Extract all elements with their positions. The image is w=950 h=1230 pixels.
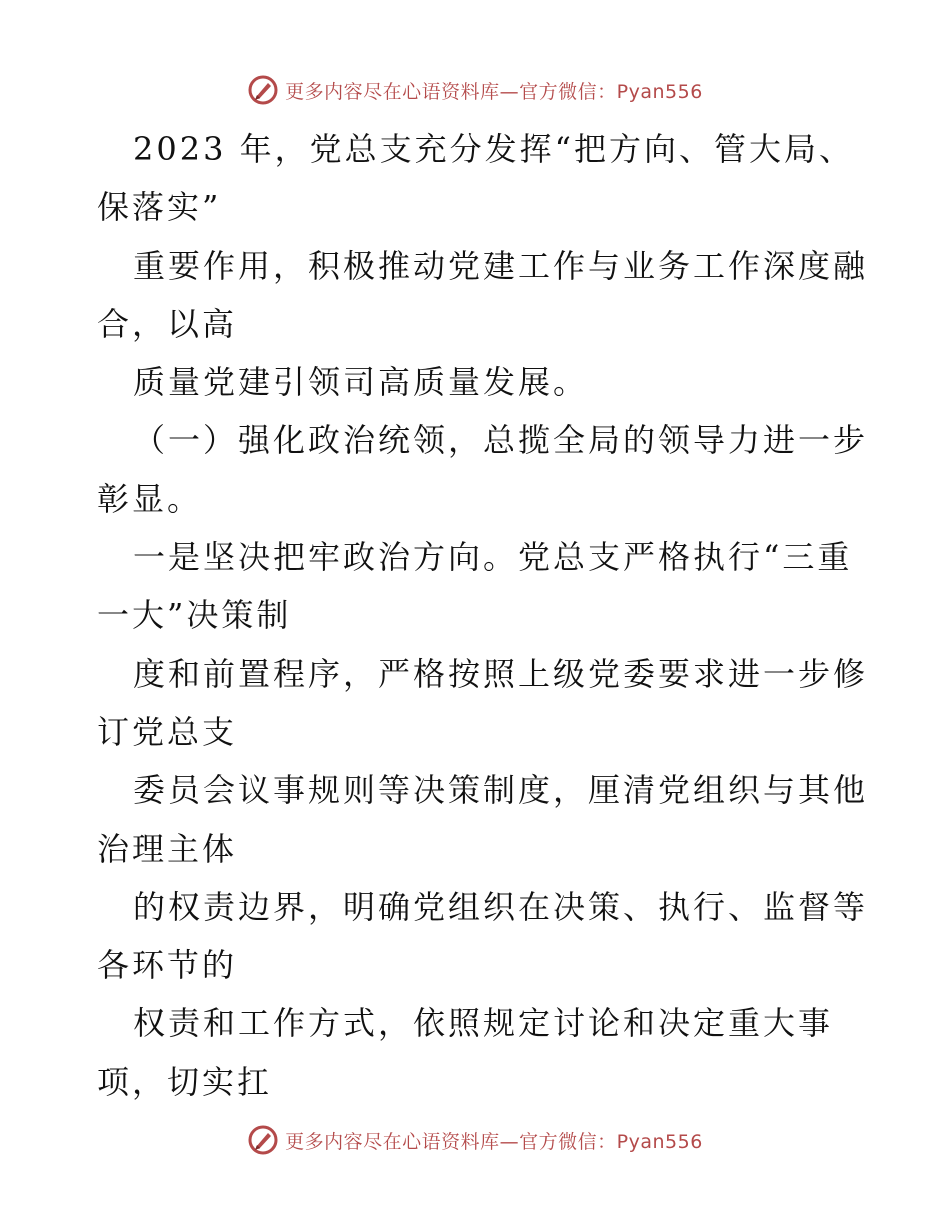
text-line: （一）强化政治统领，总揽全局的领导力进一步 — [133, 421, 869, 460]
text-line: 订党总支 — [97, 712, 238, 751]
watermark-banner-bottom — [0, 1120, 950, 1160]
text-line: 彰显。 — [97, 479, 203, 518]
text-line: 权责和工作方式，依照规定讨论和决定重大事 — [133, 1004, 834, 1043]
text-line: 度和前置程序，严格按照上级党委要求进一步修 — [133, 654, 869, 693]
text-line: 重要作用，积极推动党建工作与业务工作深度融 — [133, 246, 869, 285]
text-line: 委员会议事规则等决策制度，厘清党组织与其他 — [133, 771, 869, 810]
pen-logo-icon — [247, 1124, 279, 1156]
watermark-text: 更多内容尽在心语资料库—官方微信：Pyan556 — [285, 1130, 703, 1153]
text-line: 的权责边界，明确党组织在决策、执行、监督等 — [133, 887, 869, 926]
text-line: 一是坚决把牢政治方向。党总支严格执行“三重 — [133, 538, 853, 577]
watermark-text: 更多内容尽在心语资料库—官方微信：Pyan556 — [285, 80, 703, 103]
watermark-banner-top — [0, 70, 950, 110]
text-line: 2023 年，党总支充分发挥“把方向、管大局、 — [133, 130, 854, 168]
text-line: 保落实” — [97, 188, 222, 227]
text-line: 合，以高 — [97, 304, 238, 343]
text-line: 一大”决策制 — [97, 596, 292, 635]
text-line: 治理主体 — [97, 829, 238, 868]
text-line: 质量党建引领司高质量发展。 — [133, 363, 589, 402]
pen-logo-icon — [247, 74, 279, 106]
text-line: 各环节的 — [97, 946, 238, 985]
document-body — [97, 120, 869, 1111]
text-line: 项，切实扛 — [97, 1062, 273, 1101]
